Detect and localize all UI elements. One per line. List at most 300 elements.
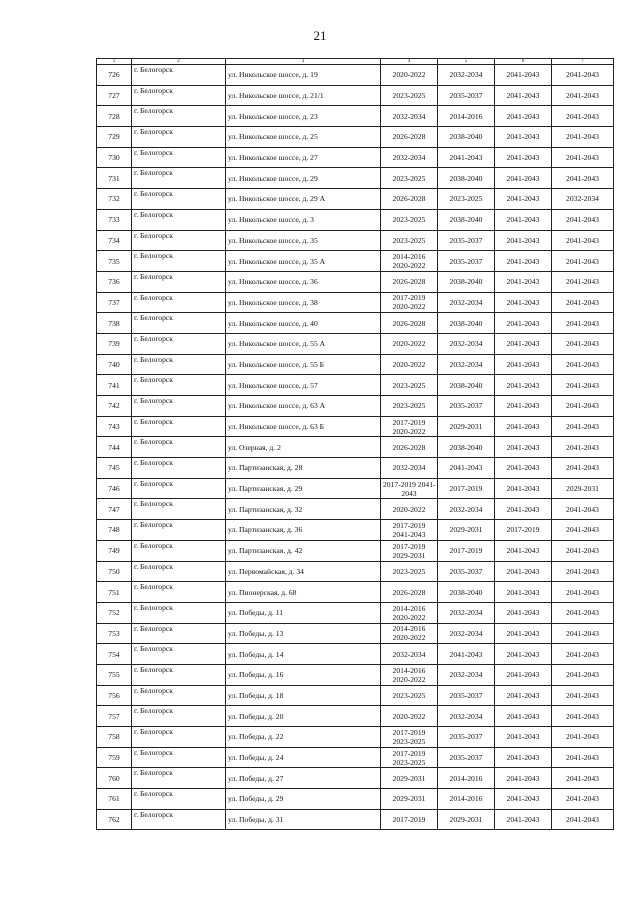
period-line: 2026-2028: [392, 318, 426, 328]
period-cell-col7: 2041-2043: [552, 706, 614, 727]
table-row: [97, 271, 614, 292]
row-number-cell: 742: [97, 396, 132, 417]
period-line: 2026-2028: [392, 442, 426, 452]
period-cell-col6: 2041-2043: [495, 478, 552, 499]
page-number: 21: [313, 28, 327, 43]
table-row: [97, 561, 614, 582]
address-cell: ул. Никольское шоссе, д. 55 Б: [226, 354, 381, 375]
table-row: [97, 520, 614, 541]
address-cell: ул. Партизанская, д. 29: [226, 478, 381, 499]
city-cell: г. Белогорск: [132, 540, 226, 561]
period-cell-col4: [381, 251, 438, 272]
period-cell-col7: 2041-2043: [552, 168, 614, 189]
period-cell-col7: 2041-2043: [552, 416, 614, 437]
period-cell-col4: [381, 458, 438, 479]
period-line: 2023-2025: [392, 215, 426, 225]
period-line: 2026-2028: [392, 277, 426, 287]
period-cell-col5: 2032-2034: [438, 664, 495, 685]
address-cell: ул. Никольское шоссе, д. 19: [226, 65, 381, 86]
city-cell: г. Белогорск: [132, 458, 226, 479]
period-cell-col4: [381, 809, 438, 830]
period-cell-col7: 2041-2043: [552, 727, 614, 748]
period-cell-col7: 2041-2043: [552, 768, 614, 789]
period-line: 2032-2034: [392, 649, 426, 659]
period-cell-col5: 2038-2040: [438, 375, 495, 396]
period-cell-col5: 2041-2043: [438, 644, 495, 665]
period-cell-col5: 2017-2019: [438, 540, 495, 561]
period-line: 2020-2022: [392, 261, 426, 271]
period-cell-col6: 2041-2043: [495, 396, 552, 417]
table-row: [97, 189, 614, 210]
period-cell-col4: [381, 520, 438, 541]
period-cell-col6: 2041-2043: [495, 809, 552, 830]
period-cell-col7: 2041-2043: [552, 230, 614, 251]
address-cell: ул. Победы, д. 14: [226, 644, 381, 665]
period-cell-col7: 2041-2043: [552, 499, 614, 520]
period-cell-col4: [381, 644, 438, 665]
period-cell-col5: 2032-2034: [438, 333, 495, 354]
period-cell-col4: [381, 416, 438, 437]
city-cell: г. Белогорск: [132, 478, 226, 499]
period-cell-col4: [381, 789, 438, 810]
city-cell: г. Белогорск: [132, 602, 226, 623]
period-cell-col7: 2041-2043: [552, 664, 614, 685]
period-cell-col7: 2041-2043: [552, 644, 614, 665]
table-row: [97, 499, 614, 520]
period-line: 2020-2022: [392, 633, 426, 643]
column-header: 7: [552, 59, 614, 65]
city-cell: г. Белогорск: [132, 437, 226, 458]
address-cell: ул. Никольское шоссе, д. 63 А: [226, 396, 381, 417]
period-cell-col5: 2035-2037: [438, 747, 495, 768]
period-cell-col5: 2014-2016: [438, 106, 495, 127]
period-cell-col6: 2041-2043: [495, 251, 552, 272]
period-cell-col7: 2041-2043: [552, 623, 614, 644]
period-cell-col7: 2041-2043: [552, 85, 614, 106]
period-cell-col7: 2041-2043: [552, 561, 614, 582]
period-cell-col7: 2041-2043: [552, 789, 614, 810]
table-row: [97, 747, 614, 768]
period-line: 2014-2016: [392, 252, 426, 262]
period-cell-col5: 2038-2040: [438, 313, 495, 334]
period-line: 2014-2016: [392, 603, 426, 613]
period-cell-col7: 2041-2043: [552, 375, 614, 396]
row-number-cell: 752: [97, 602, 132, 623]
period-cell-col6: 2041-2043: [495, 127, 552, 148]
period-cell-col5: 2014-2016: [438, 768, 495, 789]
period-cell-col4: [381, 396, 438, 417]
period-cell-col6: 2041-2043: [495, 106, 552, 127]
period-cell-col5: 2029-2031: [438, 520, 495, 541]
address-cell: ул. Никольское шоссе, д. 57: [226, 375, 381, 396]
column-header: 4: [381, 59, 438, 65]
period-cell-col4: [381, 127, 438, 148]
row-number-cell: 755: [97, 664, 132, 685]
period-cell-col6: 2041-2043: [495, 437, 552, 458]
row-number-cell: 736: [97, 271, 132, 292]
period-cell-col6: 2017-2019: [495, 520, 552, 541]
period-cell-col5: 2014-2016: [438, 789, 495, 810]
city-cell: г. Белогорск: [132, 189, 226, 210]
period-cell-col6: 2041-2043: [495, 747, 552, 768]
column-header: 1: [97, 59, 132, 65]
period-line: 2020-2022: [392, 711, 426, 721]
period-line: 2020-2022: [392, 426, 426, 436]
address-cell: ул. Партизанская, д. 32: [226, 499, 381, 520]
period-cell-col5: 2035-2037: [438, 396, 495, 417]
period-line: 2023-2025: [392, 690, 426, 700]
period-cell-col5: 2041-2043: [438, 458, 495, 479]
period-line: 2023-2025: [392, 401, 426, 411]
period-line: 2023-2025: [392, 380, 426, 390]
period-line: 2023-2025: [392, 566, 426, 576]
period-cell-col5: 2035-2037: [438, 85, 495, 106]
city-cell: г. Белогорск: [132, 147, 226, 168]
address-cell: ул. Никольское шоссе, д. 23: [226, 106, 381, 127]
period-cell-col6: 2041-2043: [495, 147, 552, 168]
period-cell-col7: 2041-2043: [552, 147, 614, 168]
period-cell-col6: 2041-2043: [495, 727, 552, 748]
period-cell-col5: 2032-2034: [438, 292, 495, 313]
period-cell-col7: 2041-2043: [552, 209, 614, 230]
table-row: [97, 65, 614, 86]
period-cell-col4: [381, 209, 438, 230]
period-cell-col6: 2041-2043: [495, 561, 552, 582]
period-cell-col6: 2041-2043: [495, 333, 552, 354]
table-row: [97, 168, 614, 189]
city-cell: г. Белогорск: [132, 85, 226, 106]
period-cell-col4: [381, 768, 438, 789]
period-line: 2026-2028: [392, 194, 426, 204]
period-line: 2023-2025: [392, 736, 426, 746]
period-cell-col7: 2041-2043: [552, 437, 614, 458]
table-row: [97, 664, 614, 685]
city-cell: г. Белогорск: [132, 768, 226, 789]
address-cell: ул. Никольское шоссе, д. 27: [226, 147, 381, 168]
period-cell-col6: 2041-2043: [495, 189, 552, 210]
period-cell-col4: [381, 685, 438, 706]
row-number-cell: 748: [97, 520, 132, 541]
city-cell: г. Белогорск: [132, 168, 226, 189]
table-row: [97, 85, 614, 106]
period-line: 2017-2019 2041-: [383, 479, 436, 489]
period-cell-col6: 2041-2043: [495, 664, 552, 685]
period-line: 2023-2025: [392, 173, 426, 183]
period-cell-col7: 2041-2043: [552, 127, 614, 148]
row-number-cell: 753: [97, 623, 132, 644]
period-line: 2020-2022: [392, 359, 426, 369]
period-cell-col7: 2041-2043: [552, 313, 614, 334]
period-cell-col6: 2041-2043: [495, 292, 552, 313]
period-cell-col4: [381, 664, 438, 685]
period-cell-col4: [381, 168, 438, 189]
period-line: 2020-2022: [392, 504, 426, 514]
period-cell-col5: 2029-2031: [438, 416, 495, 437]
address-cell: ул. Победы, д. 24: [226, 747, 381, 768]
row-number-cell: 740: [97, 354, 132, 375]
period-cell-col4: [381, 478, 438, 499]
row-number-cell: 750: [97, 561, 132, 582]
row-number-cell: 734: [97, 230, 132, 251]
city-cell: г. Белогорск: [132, 251, 226, 272]
period-cell-col4: [381, 292, 438, 313]
city-cell: г. Белогорск: [132, 706, 226, 727]
address-cell: ул. Никольское шоссе, д. 21/1: [226, 85, 381, 106]
period-cell-col5: 2029-2031: [438, 809, 495, 830]
table-row: [97, 333, 614, 354]
address-cell: ул. Никольское шоссе, д. 3: [226, 209, 381, 230]
period-cell-col5: 2041-2043: [438, 147, 495, 168]
row-number-cell: 760: [97, 768, 132, 789]
period-cell-col6: 2041-2043: [495, 458, 552, 479]
address-cell: ул. Никольское шоссе, д. 35 А: [226, 251, 381, 272]
period-cell-col4: [381, 706, 438, 727]
address-cell: ул. Первомайская, д. 34: [226, 561, 381, 582]
period-line: 2041-2043: [392, 529, 426, 539]
address-cell: ул. Победы, д. 20: [226, 706, 381, 727]
column-header: 6: [495, 59, 552, 65]
row-number-cell: 728: [97, 106, 132, 127]
table-row: [97, 789, 614, 810]
row-number-cell: 732: [97, 189, 132, 210]
period-cell-col6: 2041-2043: [495, 416, 552, 437]
period-cell-col7: 2041-2043: [552, 809, 614, 830]
table-row: [97, 437, 614, 458]
row-number-cell: 726: [97, 65, 132, 86]
period-line: 2043: [401, 488, 417, 498]
table-row: [97, 602, 614, 623]
period-cell-col5: 2032-2034: [438, 602, 495, 623]
period-cell-col6: 2041-2043: [495, 271, 552, 292]
period-cell-col6: 2041-2043: [495, 168, 552, 189]
city-cell: г. Белогорск: [132, 644, 226, 665]
row-number-cell: 758: [97, 727, 132, 748]
period-cell-col7: 2041-2043: [552, 251, 614, 272]
address-cell: ул. Победы, д. 18: [226, 685, 381, 706]
period-cell-col5: 2032-2034: [438, 499, 495, 520]
city-cell: г. Белогорск: [132, 789, 226, 810]
row-number-cell: 749: [97, 540, 132, 561]
table-row: [97, 458, 614, 479]
city-cell: г. Белогорск: [132, 623, 226, 644]
period-cell-col5: 2038-2040: [438, 271, 495, 292]
period-line: 2023-2025: [392, 235, 426, 245]
city-cell: г. Белогорск: [132, 209, 226, 230]
city-cell: г. Белогорск: [132, 561, 226, 582]
city-cell: г. Белогорск: [132, 727, 226, 748]
period-cell-col7: 2041-2043: [552, 333, 614, 354]
row-number-cell: 744: [97, 437, 132, 458]
period-cell-col4: [381, 65, 438, 86]
table-row: [97, 685, 614, 706]
row-number-cell: 743: [97, 416, 132, 437]
table-row: [97, 623, 614, 644]
city-cell: г. Белогорск: [132, 685, 226, 706]
row-number-cell: 762: [97, 809, 132, 830]
row-number-cell: 751: [97, 582, 132, 603]
row-number-cell: 735: [97, 251, 132, 272]
table-row: [97, 416, 614, 437]
period-line: 2017-2019: [392, 417, 426, 427]
address-cell: ул. Победы, д. 27: [226, 768, 381, 789]
period-cell-col7: 2041-2043: [552, 106, 614, 127]
period-cell-col5: 2038-2040: [438, 437, 495, 458]
period-cell-col6: 2041-2043: [495, 602, 552, 623]
table-row: [97, 768, 614, 789]
period-cell-col5: 2038-2040: [438, 209, 495, 230]
period-cell-col4: [381, 561, 438, 582]
period-cell-col7: 2041-2043: [552, 685, 614, 706]
address-cell: ул. Никольское шоссе, д. 38: [226, 292, 381, 313]
period-line: 2020-2022: [392, 70, 426, 80]
row-number-cell: 761: [97, 789, 132, 810]
address-cell: ул. Победы, д. 11: [226, 602, 381, 623]
address-cell: ул. Никольское шоссе, д. 36: [226, 271, 381, 292]
row-number-cell: 759: [97, 747, 132, 768]
period-cell-col5: 2035-2037: [438, 561, 495, 582]
city-cell: г. Белогорск: [132, 106, 226, 127]
row-number-cell: 739: [97, 333, 132, 354]
row-number-cell: 757: [97, 706, 132, 727]
table-row: [97, 313, 614, 334]
period-cell-col5: 2038-2040: [438, 127, 495, 148]
period-cell-col5: 2035-2037: [438, 727, 495, 748]
city-cell: г. Белогорск: [132, 313, 226, 334]
row-number-cell: 733: [97, 209, 132, 230]
period-line: 2032-2034: [392, 463, 426, 473]
row-number-cell: 737: [97, 292, 132, 313]
period-line: 2029-2031: [392, 550, 426, 560]
period-cell-col6: 2041-2043: [495, 354, 552, 375]
period-cell-col6: 2041-2043: [495, 540, 552, 561]
period-cell-col6: 2041-2043: [495, 768, 552, 789]
period-line: 2017-2019: [392, 815, 426, 825]
period-cell-col6: 2041-2043: [495, 375, 552, 396]
period-cell-col4: [381, 189, 438, 210]
period-cell-col7: 2041-2043: [552, 540, 614, 561]
column-header: 3: [226, 59, 381, 65]
table-row: [97, 375, 614, 396]
period-cell-col7: 2041-2043: [552, 271, 614, 292]
address-cell: ул. Победы, д. 22: [226, 727, 381, 748]
period-cell-col5: 2032-2034: [438, 623, 495, 644]
period-line: 2032-2034: [392, 153, 426, 163]
period-cell-col4: [381, 540, 438, 561]
address-cell: ул. Никольское шоссе, д. 55 А: [226, 333, 381, 354]
period-cell-col7: 2029-2031: [552, 478, 614, 499]
city-cell: г. Белогорск: [132, 416, 226, 437]
city-cell: г. Белогорск: [132, 747, 226, 768]
period-line: 2020-2022: [392, 302, 426, 312]
table-row: [97, 396, 614, 417]
table-row: [97, 251, 614, 272]
row-number-cell: 729: [97, 127, 132, 148]
address-cell: ул. Пионерская, д. 68: [226, 582, 381, 603]
period-cell-col4: [381, 230, 438, 251]
row-number-cell: 747: [97, 499, 132, 520]
row-number-cell: 741: [97, 375, 132, 396]
address-cell: ул. Никольское шоссе, д. 35: [226, 230, 381, 251]
period-line: 2017-2019: [392, 293, 426, 303]
period-cell-col6: 2041-2043: [495, 65, 552, 86]
table-row: [97, 106, 614, 127]
period-cell-col4: [381, 437, 438, 458]
period-cell-col6: 2041-2043: [495, 706, 552, 727]
row-number-cell: 731: [97, 168, 132, 189]
city-cell: г. Белогорск: [132, 582, 226, 603]
address-cell: ул. Партизанская, д. 36: [226, 520, 381, 541]
period-cell-col7: 2041-2043: [552, 458, 614, 479]
period-cell-col4: [381, 271, 438, 292]
period-cell-col6: 2041-2043: [495, 230, 552, 251]
period-cell-col7: 2041-2043: [552, 354, 614, 375]
table-row: [97, 706, 614, 727]
period-cell-col4: [381, 747, 438, 768]
period-line: 2029-2031: [392, 794, 426, 804]
table-row: [97, 230, 614, 251]
period-cell-col5: 2032-2034: [438, 65, 495, 86]
table-row: [97, 809, 614, 830]
period-line: 2020-2022: [392, 612, 426, 622]
address-cell: ул. Никольское шоссе, д. 29: [226, 168, 381, 189]
column-header: 5: [438, 59, 495, 65]
period-cell-col4: [381, 147, 438, 168]
city-cell: г. Белогорск: [132, 520, 226, 541]
row-number-cell: 745: [97, 458, 132, 479]
period-line: 2014-2016: [392, 665, 426, 675]
period-line: 2017-2019: [392, 520, 426, 530]
city-cell: г. Белогорск: [132, 127, 226, 148]
period-cell-col4: [381, 499, 438, 520]
address-cell: ул. Партизанская, д. 28: [226, 458, 381, 479]
period-cell-col5: 2032-2034: [438, 354, 495, 375]
table-row: [97, 354, 614, 375]
period-cell-col6: 2041-2043: [495, 623, 552, 644]
period-cell-col7: 2041-2043: [552, 582, 614, 603]
period-cell-col6: 2041-2043: [495, 499, 552, 520]
table-row: [97, 209, 614, 230]
city-cell: г. Белогорск: [132, 230, 226, 251]
city-cell: г. Белогорск: [132, 333, 226, 354]
address-cell: ул. Победы, д. 16: [226, 664, 381, 685]
address-cell: ул. Победы, д. 31: [226, 809, 381, 830]
housing-repair-schedule-table: [96, 58, 614, 830]
address-cell: ул. Никольское шоссе, д. 40: [226, 313, 381, 334]
period-cell-col5: 2023-2025: [438, 189, 495, 210]
period-line: 2014-2016: [392, 624, 426, 634]
period-line: 2023-2025: [392, 757, 426, 767]
period-cell-col4: [381, 602, 438, 623]
period-cell-col6: 2041-2043: [495, 85, 552, 106]
address-cell: ул. Никольское шоссе, д. 29 А: [226, 189, 381, 210]
address-cell: ул. Озерная, д. 2: [226, 437, 381, 458]
table-row: [97, 540, 614, 561]
table-row: [97, 127, 614, 148]
period-cell-col7: 2041-2043: [552, 65, 614, 86]
period-cell-col5: 2038-2040: [438, 168, 495, 189]
row-number-cell: 746: [97, 478, 132, 499]
table-body: [97, 65, 614, 830]
period-cell-col6: 2041-2043: [495, 644, 552, 665]
period-cell-col4: [381, 582, 438, 603]
period-line: 2023-2025: [392, 91, 426, 101]
period-line: 2017-2019: [392, 727, 426, 737]
row-number-cell: 730: [97, 147, 132, 168]
period-cell-col4: [381, 727, 438, 748]
period-cell-col5: 2038-2040: [438, 582, 495, 603]
city-cell: г. Белогорск: [132, 65, 226, 86]
city-cell: г. Белогорск: [132, 809, 226, 830]
